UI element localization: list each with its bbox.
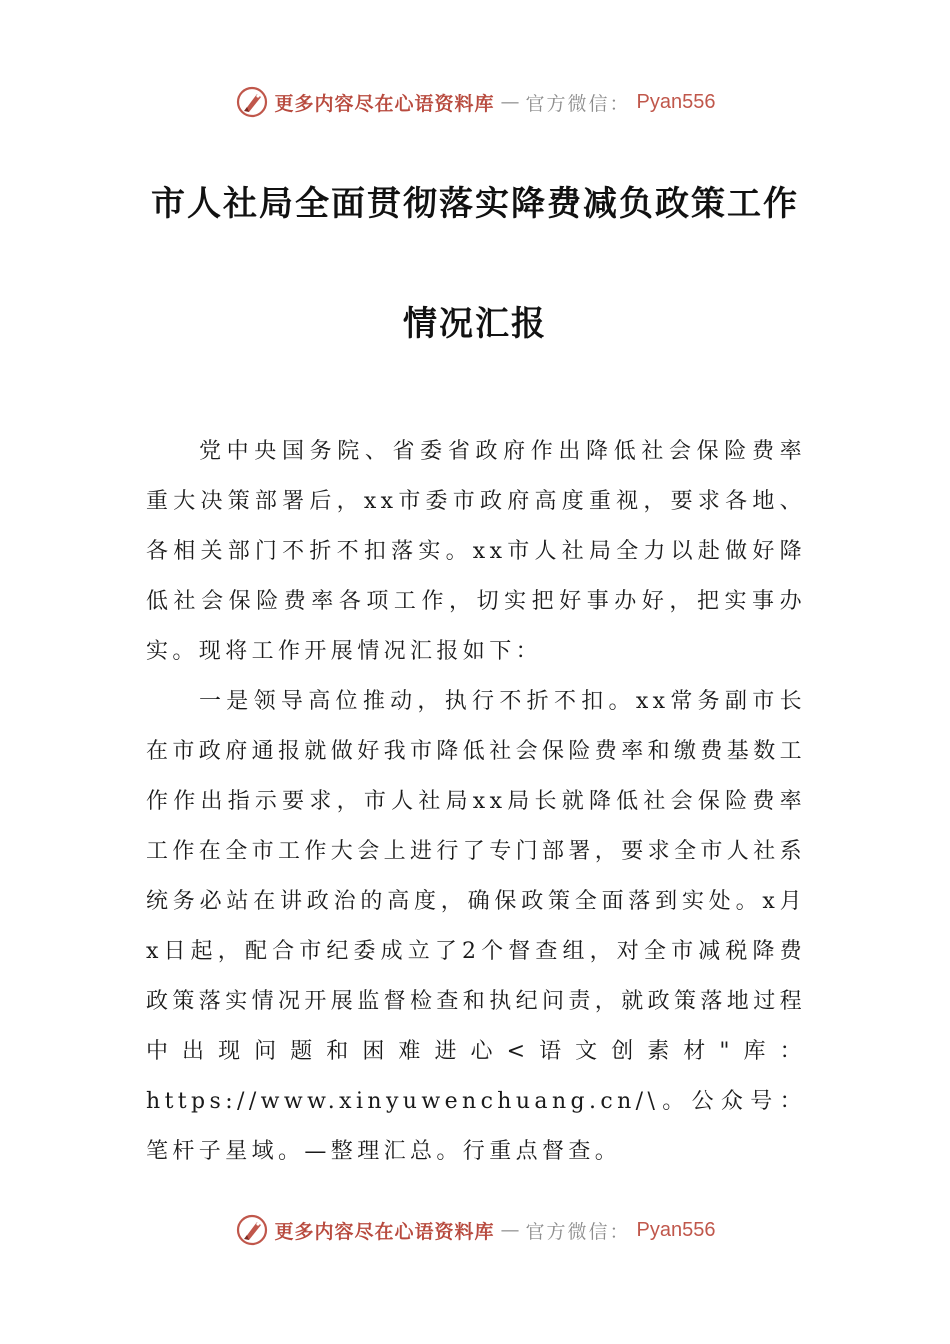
watermark-text: 更多内容尽在心语资料库 [274,92,495,115]
watermark-sub: 官方微信： [525,1220,631,1243]
watermark-wechat-id: Pyan556 [636,90,716,113]
watermark-content [235,1213,716,1247]
watermark-sub: 官方微信： [525,92,631,115]
watermark-dash: — [500,1219,520,1241]
document-title-line-1: 市人社局全面贯彻落实降费减负政策工作 [151,184,799,224]
pen-nib-logo-icon [235,1213,269,1247]
watermark-dash: — [500,91,520,113]
document-title-line-2: 情况汇报 [403,304,547,344]
pen-nib-logo-icon [235,85,269,119]
watermark-wechat-id: Pyan556 [636,1218,716,1241]
watermark-text: 更多内容尽在心语资料库 [274,1220,495,1243]
document-body [146,427,806,1177]
paragraph-intro: 党中央国务院、省委省政府作出降低社会保险费率重大决策部署后，xx市委市政府高度重视，要求各地、各相关部门不折不扣落实。xx市人社局全力以赴做好降低社会保险费率各项工作，切实把好事办好，把实事办实。现将工作开展情况汇报如下： [146,439,806,664]
paragraph-point-one: 一是领导高位推动，执行不折不扣。xx常务副市长在市政府通报就做好我市降低社会保险费率和缴费基数工作作出指示要求，市人社局xx局长就降低社会保险费率工作在全市工作大会上进行了专门部署，要求全市人社系统务必站在讲政治的高度，确保政策全面落到实处。x月x日起，配合市纪委成立了2个督查组，对全市减税降费政策落实情况开展监督检查和执纪问责，就政策落地过程中出现问题和困难进心<语文创素材"库：https://www.xinyuwenchuang.cn/\。公众号：笔杆子星域。—整理汇总。行重点督查。 [146,689,807,1164]
header-watermark [0,82,950,122]
watermark-content [235,85,716,119]
footer-watermark [0,1210,950,1250]
